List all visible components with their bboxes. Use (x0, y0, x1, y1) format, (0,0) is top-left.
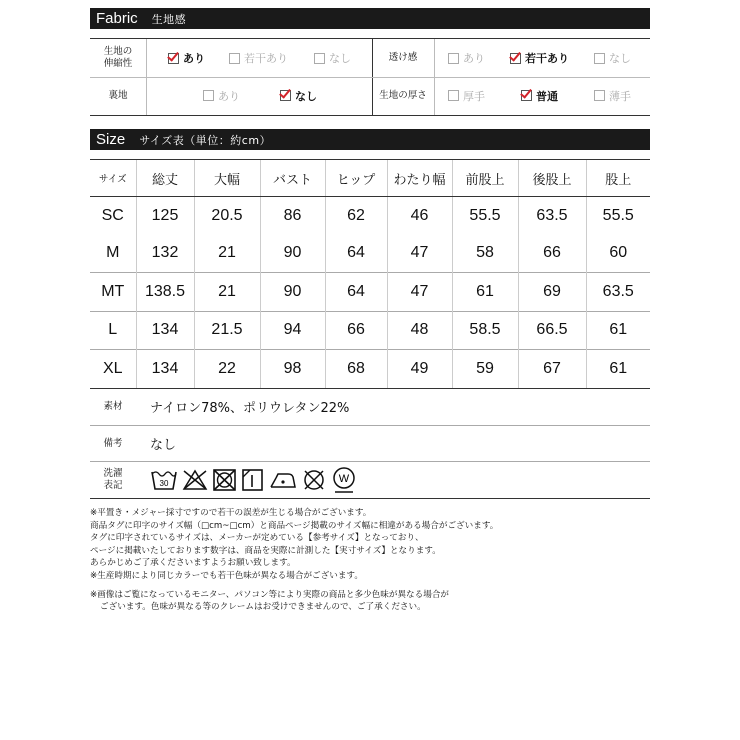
header-total-length: 総丈 (136, 160, 194, 197)
checkbox-icon (229, 53, 240, 64)
table-cell: 63.5 (586, 273, 650, 312)
checkbox-icon (448, 53, 459, 64)
table-cell: 49 (387, 350, 452, 389)
no-tumble-dry-icon (212, 467, 238, 493)
table-cell: 90 (260, 235, 325, 273)
table-cell: 94 (260, 311, 325, 350)
sheer-option-slight[interactable]: 若干あり (510, 50, 569, 66)
table-cell: 64 (325, 235, 387, 273)
lining-option-yes[interactable]: あり (203, 88, 240, 104)
svg-text:W: W (338, 473, 350, 485)
thickness-option-thin[interactable]: 薄手 (594, 88, 631, 104)
note-line: 商品タグに印字のサイズ幅（□cm~□cm）と商品ページ掲載のサイズ幅に相違がある場合がございます。 (90, 520, 499, 531)
wash-30-icon (150, 467, 178, 493)
no-bleach-icon (181, 467, 209, 493)
note-line: ページに掲載いたしております数字は、商品を実際に計測した【実寸サイズ】となります。 (90, 545, 441, 556)
fabric-title-jp: 生地感 (151, 12, 187, 26)
material-label: 素材 (103, 400, 123, 412)
wet-clean-icon (330, 466, 358, 494)
size-title-en: Size (96, 131, 126, 148)
checkbox-icon (594, 90, 605, 101)
table-cell: 69 (518, 273, 586, 312)
header-back-rise: 後股上 (518, 160, 586, 197)
sheer-label: 透け感 (388, 52, 418, 63)
header-thigh: 大幅 (194, 160, 260, 197)
fabric-title-en: Fabric (96, 10, 138, 27)
checkbox-icon (594, 53, 605, 64)
fabric-row-stretch-sheer (90, 39, 650, 78)
table-cell: 21 (194, 235, 260, 273)
size-label: XL (90, 350, 136, 389)
size-table-header (90, 160, 650, 197)
sheer-option-yes[interactable]: あり (448, 50, 485, 66)
table-cell: 47 (387, 273, 452, 312)
size-label: M (106, 244, 120, 262)
thickness-option-normal[interactable]: 普通 (521, 88, 558, 104)
no-dry-clean-icon (301, 467, 327, 493)
note-line: ※画像はご覧になっているモニター、パソコン等により実際の商品と多少色味が異なる場合が (90, 589, 450, 600)
stretch-option-none[interactable]: なし (314, 50, 351, 66)
table-cell: 48 (387, 311, 452, 350)
note-line: あらかじめご了承くださいますようお願い致します。 (90, 558, 296, 569)
table-row (90, 350, 650, 389)
table-cell: 86 (260, 197, 325, 235)
stretch-option-yes[interactable]: あり (168, 50, 205, 66)
table-cell: 63.5 (518, 197, 586, 235)
table-cell: 138.5 (136, 273, 194, 312)
table-cell: 64 (325, 273, 387, 312)
disclaimer-notes (90, 507, 650, 614)
size-table (90, 159, 650, 389)
table-cell: 58 (452, 235, 518, 273)
size-label: MT (90, 273, 136, 312)
table-cell: 125 (136, 197, 194, 235)
note-line: ございます。色味が異なる等のクレームはお受けできませんので、ご了承ください。 (100, 602, 426, 613)
care-row (90, 462, 650, 499)
table-cell: 66 (325, 311, 387, 350)
fabric-header-bar (90, 8, 650, 29)
table-cell: 21 (194, 273, 260, 312)
checkbox-icon (448, 90, 459, 101)
thickness-option-thick[interactable]: 厚手 (448, 88, 485, 104)
table-cell: 58.5 (452, 311, 518, 350)
size-title-jp: サイズ表（単位：約cm） (139, 133, 272, 147)
table-cell: 132 (136, 235, 194, 273)
table-cell: 55.5 (452, 197, 518, 235)
table-cell: 61 (452, 273, 518, 312)
lining-option-none[interactable]: なし (280, 88, 317, 104)
checkbox-checked-icon (521, 90, 532, 101)
table-cell: 61 (586, 311, 650, 350)
care-icons (150, 466, 358, 494)
table-row (90, 273, 650, 312)
note-line: ※平置き・メジャー採寸ですので若干の誤差が生じる場合がございます。 (90, 508, 372, 518)
table-cell: 59 (452, 350, 518, 389)
material-row (90, 388, 650, 426)
table-cell: 46 (387, 197, 452, 235)
lining-label: 裏地 (108, 89, 128, 101)
remarks-value: なし (150, 438, 177, 453)
note-line: タグに印字されているサイズは、メーカーが定めている【参考サイズ】となっており、 (90, 533, 424, 544)
iron-low-icon (268, 467, 298, 493)
table-row (90, 197, 650, 235)
fabric-table (90, 38, 650, 116)
sheer-option-none[interactable]: なし (594, 50, 631, 66)
material-value: ナイロン78%、ポリウレタン22% (150, 401, 350, 416)
table-cell: 90 (260, 273, 325, 312)
table-cell: 66 (518, 235, 586, 273)
header-front-rise: 前股上 (452, 160, 518, 197)
stretch-label: 生地の 伸縮性 (103, 46, 133, 69)
table-row (90, 311, 650, 350)
header-rise: 股上 (586, 160, 650, 197)
table-cell: 47 (387, 235, 452, 273)
table-cell: 60 (586, 235, 650, 273)
header-bust: バスト (260, 160, 325, 197)
size-label: L (90, 311, 136, 350)
checkbox-checked-icon (510, 53, 521, 64)
table-cell: 21.5 (194, 311, 260, 350)
table-cell: 68 (325, 350, 387, 389)
table-cell: 98 (260, 350, 325, 389)
table-cell: 20.5 (194, 197, 260, 235)
thickness-label: 生地の厚さ (379, 89, 427, 101)
checkbox-checked-icon (168, 53, 179, 64)
note-line: ※生産時期により同じカラーでも若干色味が異なる場合がございます。 (90, 570, 363, 581)
table-cell: 61 (586, 350, 650, 389)
table-cell: 66.5 (518, 311, 586, 350)
size-header-bar (90, 129, 650, 150)
table-row (90, 235, 650, 273)
table-cell: 22 (194, 350, 260, 389)
header-thigh-width: わたり幅 (387, 160, 452, 197)
svg-text:30: 30 (159, 479, 169, 488)
remarks-label: 備考 (103, 437, 123, 449)
stretch-option-slight[interactable]: 若干あり (229, 50, 288, 66)
checkbox-checked-icon (280, 90, 291, 101)
table-cell: 55.5 (586, 197, 650, 235)
table-cell: 134 (136, 311, 194, 350)
care-label: 洗濯 表記 (103, 468, 123, 491)
remarks-row (90, 426, 650, 462)
table-cell: 134 (136, 350, 194, 389)
fabric-row-lining-thickness (90, 77, 650, 114)
header-hip: ヒップ (325, 160, 387, 197)
line-dry-shade-icon (241, 467, 265, 493)
checkbox-icon (203, 90, 214, 101)
size-label: SC (101, 206, 124, 224)
table-cell: 62 (325, 197, 387, 235)
header-size: サイズ (90, 160, 136, 197)
table-cell: 67 (518, 350, 586, 389)
checkbox-icon (314, 53, 325, 64)
